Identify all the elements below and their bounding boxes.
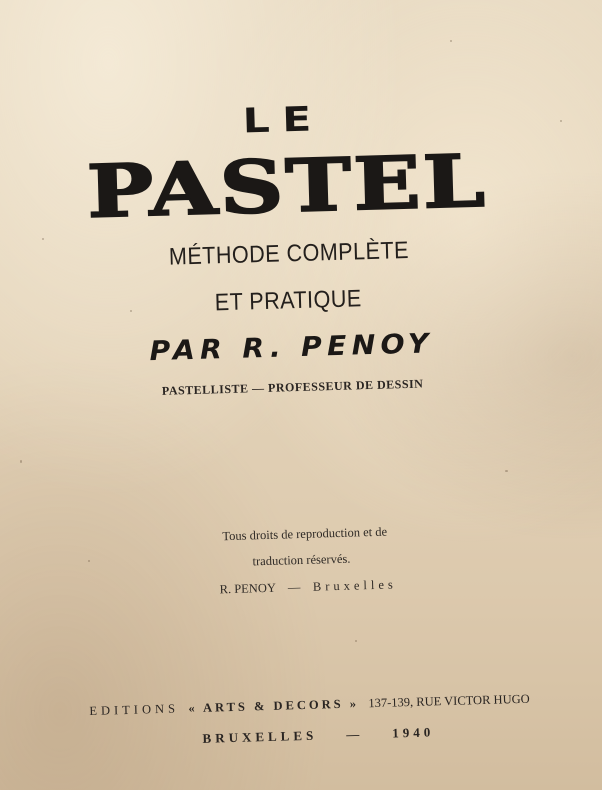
publisher-city-line [17,719,602,752]
rights-dash: — [287,580,301,595]
paper-fleck [88,560,90,562]
title-line-le: LE [242,99,325,142]
paper-fleck [450,40,452,42]
rights-city: Bruxelles [312,577,397,594]
rights-line-2: traduction réservés. [252,551,351,569]
publisher-line [8,689,602,721]
paper-fleck [355,640,357,642]
publisher-editions: EDITIONS [89,701,180,719]
profession-line: PASTELLISTE — PROFESSEUR DE DESSIN [161,376,424,398]
paper-fleck [560,120,562,122]
publisher-address: 137-139, RUE VICTOR HUGO [368,691,530,711]
publisher-name: « ARTS & DECORS » [188,696,360,716]
title-line-pastel: PASTEL [85,137,489,234]
author-line: PAR R. PENOY [149,328,435,368]
paper-fleck [130,310,132,312]
paper-fleck [505,470,508,472]
subtitle-line-2: ET PRATIQUE [214,285,363,317]
publisher-dash: — [346,726,364,742]
subtitle-line-1: MÉTHODE COMPLÈTE [168,236,410,271]
paper-fleck [20,460,22,463]
rights-line-1: Tous droits de reproduction et de [222,524,388,544]
rights-line-3 [7,571,602,603]
publisher-year: 1940 [392,724,435,741]
paper-fleck [42,238,44,240]
rights-author-name: R. PENOY [219,580,276,597]
publisher-city: BRUXELLES [202,727,318,746]
